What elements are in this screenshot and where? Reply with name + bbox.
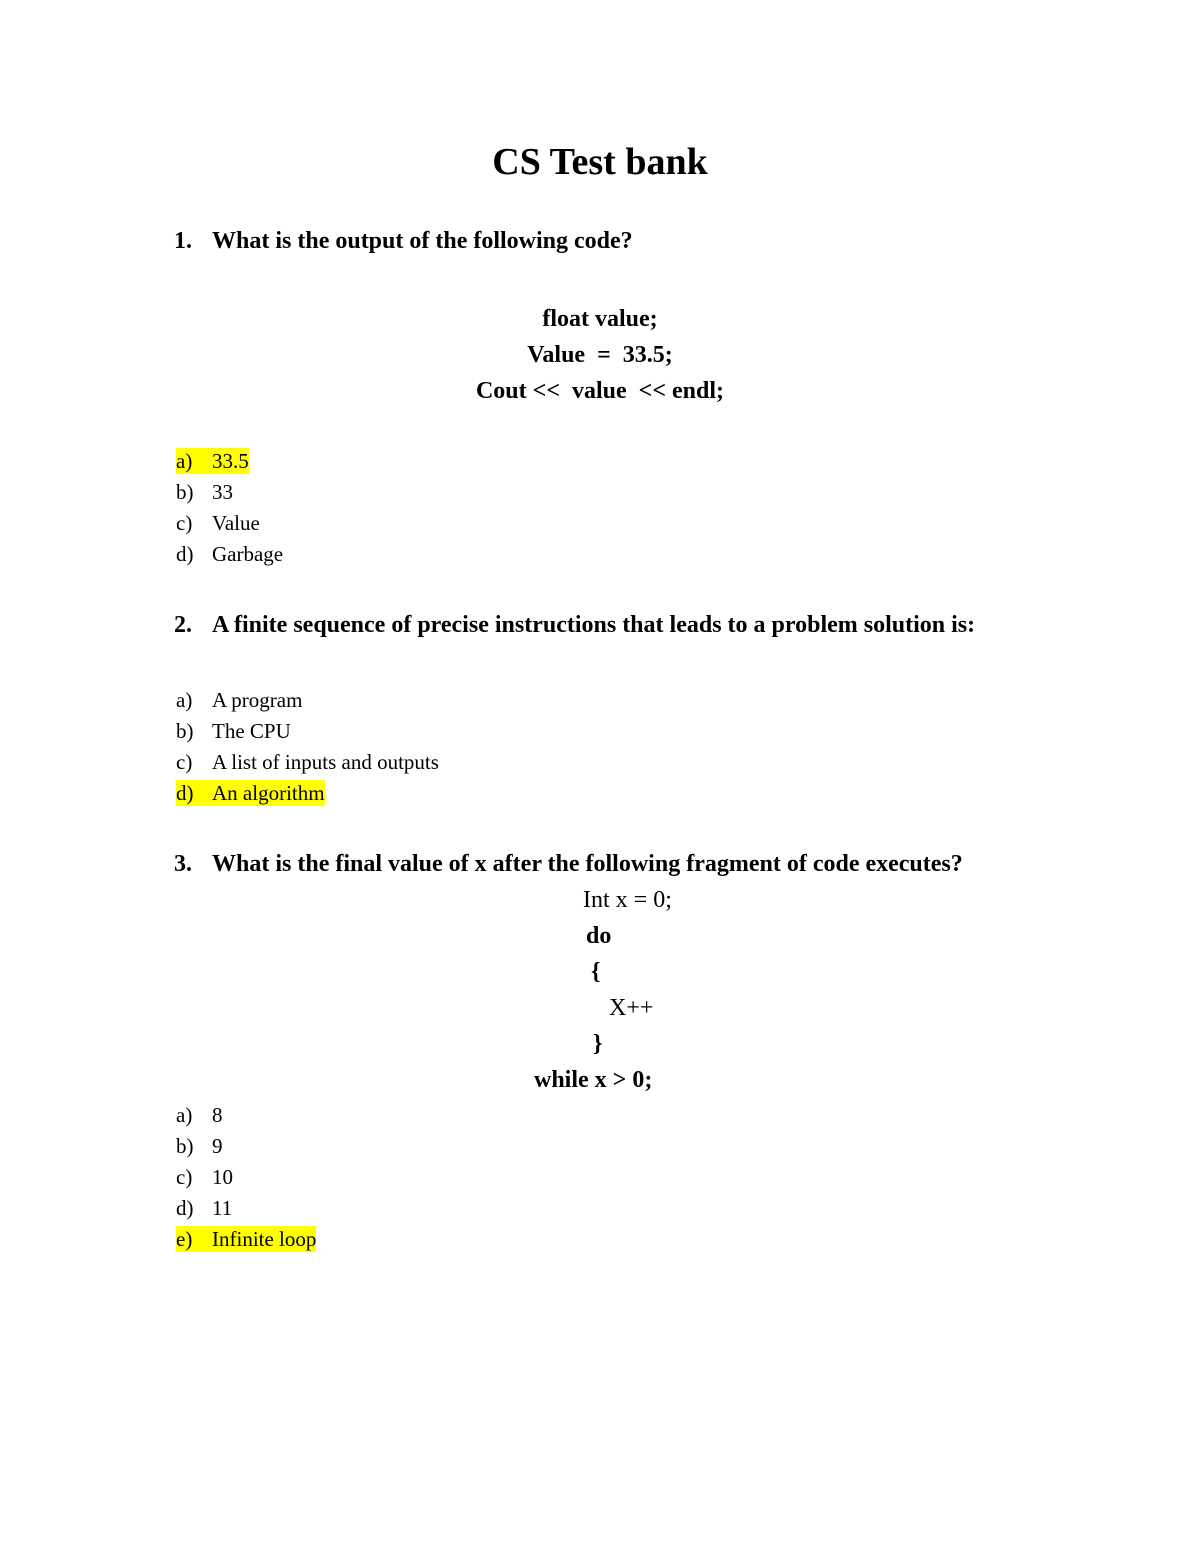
- q2-option-c: [176, 749, 439, 775]
- q3-option-e: [176, 1226, 316, 1252]
- q1-code-line-3: Cout << value << endl;: [475, 378, 725, 404]
- option-text: 8: [212, 1103, 223, 1127]
- option-letter: c): [176, 750, 193, 774]
- q2-option-d: [176, 780, 325, 806]
- q1-option-c: [176, 510, 260, 536]
- question-1-text: What is the output of the following code?: [212, 228, 633, 254]
- q2-option-a: [176, 687, 302, 713]
- q3-code-line-5: }: [593, 1031, 603, 1057]
- option-letter: a): [176, 1103, 193, 1127]
- question-2-number: 2.: [174, 612, 192, 638]
- option-text: Garbage: [212, 542, 284, 566]
- q3-code-line-1: Int x = 0;: [583, 887, 672, 913]
- option-text: 33: [212, 480, 233, 504]
- q3-code-line-6: while x > 0;: [534, 1067, 653, 1093]
- option-letter: a): [176, 688, 193, 712]
- q1-code-line-2: Value = 33.5;: [527, 342, 673, 368]
- q1-code-line-1: float value;: [542, 306, 658, 332]
- option-letter: a): [176, 448, 212, 474]
- option-text: 9: [212, 1134, 223, 1158]
- option-text: A list of inputs and outputs: [212, 750, 439, 774]
- option-text: An algorithm: [212, 781, 325, 805]
- q1-option-a: [176, 448, 249, 474]
- q3-option-a: [176, 1102, 223, 1128]
- q3-code-line-4: X++: [609, 995, 654, 1021]
- q3-option-b: [176, 1133, 223, 1159]
- option-letter: b): [176, 1134, 194, 1158]
- option-text: The CPU: [212, 719, 291, 743]
- q2-option-b: [176, 718, 291, 744]
- option-text: 33.5: [212, 449, 249, 473]
- option-letter: e): [176, 1226, 212, 1252]
- question-2-text: A finite sequence of precise instructions that leads to a problem solution is:: [212, 612, 976, 638]
- question-3-number: 3.: [174, 851, 192, 877]
- option-text: 10: [212, 1165, 233, 1189]
- document-title: CS Test bank: [492, 141, 708, 183]
- option-letter: c): [176, 511, 193, 535]
- q3-option-c: [176, 1164, 233, 1190]
- option-text: A program: [212, 688, 303, 712]
- option-letter: d): [176, 780, 212, 806]
- q3-option-d: [176, 1195, 232, 1221]
- option-text: Infinite loop: [212, 1227, 317, 1251]
- q1-option-b: [176, 479, 233, 505]
- question-1-number: 1.: [174, 228, 192, 254]
- option-letter: d): [176, 542, 194, 566]
- q3-code-line-2: do: [586, 923, 612, 949]
- option-text: 11: [212, 1196, 233, 1220]
- option-letter: c): [176, 1165, 193, 1189]
- option-letter: d): [176, 1196, 194, 1220]
- option-letter: b): [176, 480, 194, 504]
- q1-option-d: [176, 541, 283, 567]
- q3-code-line-3: {: [591, 959, 601, 985]
- option-letter: b): [176, 719, 194, 743]
- question-3-text: What is the final value of x after the following fragment of code executes?: [212, 851, 963, 877]
- option-text: Value: [212, 511, 260, 535]
